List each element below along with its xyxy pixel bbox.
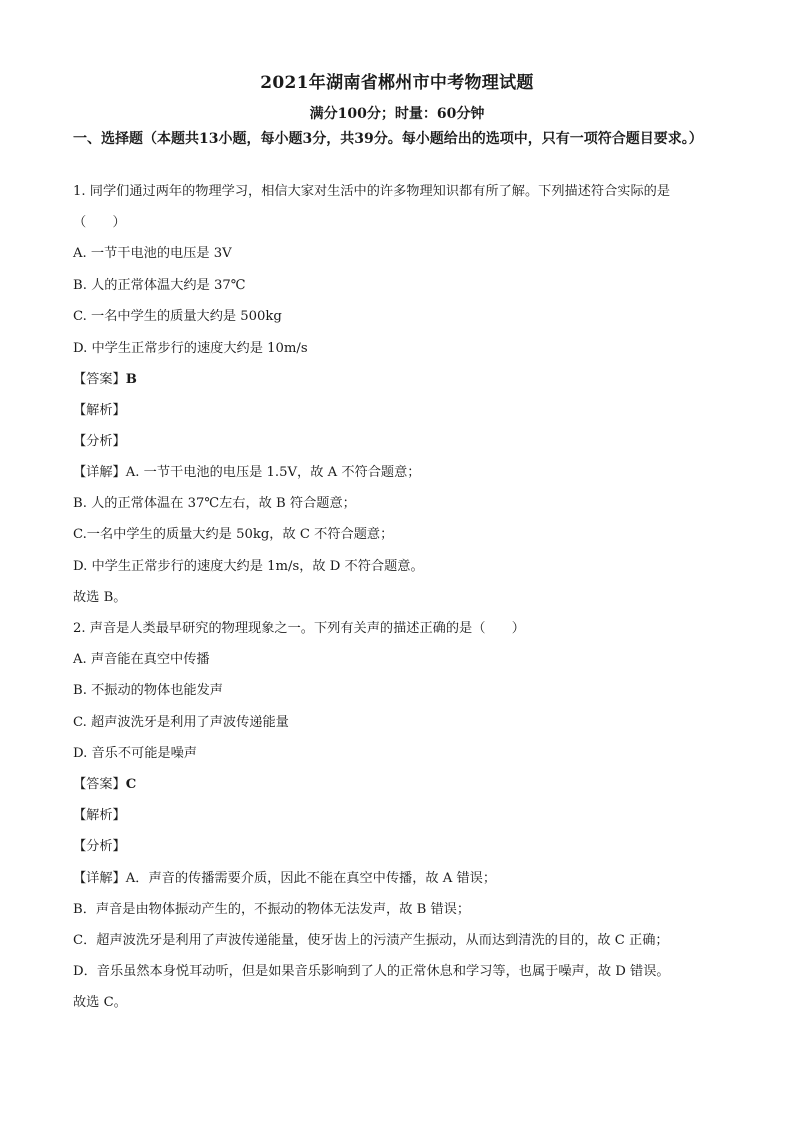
detail-label: 【详解】 bbox=[73, 465, 126, 480]
detail-text: A．声音的传播需要介质，因此不能在真空中传播，故 A 错误； bbox=[125, 871, 497, 886]
detail-text: A. 一节干电池的电压是 1.5V，故 A 不符合题意； bbox=[125, 465, 421, 480]
question-1-detail-b: B. 人的正常体温在 37℃左右，故 B 符合题意； bbox=[73, 496, 356, 511]
answer-value: C bbox=[125, 777, 137, 792]
question-2-option-c: C. 超声波洗牙是利用了声波传递能量 bbox=[73, 715, 289, 730]
answer-label: 【答案】 bbox=[73, 372, 126, 387]
question-1-conclusion: 故选 B。 bbox=[73, 590, 127, 605]
question-2-option-d: D. 音乐不可能是噪声 bbox=[73, 746, 197, 761]
question-1-detail-a bbox=[73, 463, 420, 483]
question-2-answer bbox=[73, 775, 136, 795]
question-2-fenxi-label: 【分析】 bbox=[73, 839, 126, 854]
question-1-detail-d: D. 中学生正常步行的速度大约是 1m/s，故 D 不符合题意。 bbox=[73, 559, 424, 574]
question-2-conclusion: 故选 C。 bbox=[73, 995, 127, 1010]
section-heading: 一、选择题（本题共13小题，每小题3分，共39分。每小题给出的选项中，只有一项符合题目要求。） bbox=[73, 131, 703, 147]
question-2-detail-a bbox=[73, 869, 496, 889]
question-1-answer bbox=[73, 370, 137, 390]
answer-value: B bbox=[125, 372, 137, 387]
question-2-detail-c: C．超声波洗牙是利用了声波传递能量，使牙齿上的污渍产生振动，从而达到清洗的目的，故 C 正确； bbox=[73, 933, 669, 948]
answer-label: 【答案】 bbox=[73, 777, 126, 792]
question-1-option-c: C. 一名中学生的质量大约是 500kg bbox=[73, 309, 282, 324]
question-1-analysis-label: 【解析】 bbox=[73, 403, 126, 418]
question-2-analysis-label: 【解析】 bbox=[73, 808, 126, 823]
page-title: 2021年湖南省郴州市中考物理试题 bbox=[260, 73, 534, 93]
question-2-detail-d: D．音乐虽然本身悦耳动听，但是如果音乐影响到了人的正常休息和学习等，也属于噪声，故 D 错误。 bbox=[73, 964, 670, 979]
question-1-stem: 1. 同学们通过两年的物理学习，相信大家对生活中的许多物理知识都有所了解。下列描述符合实际的是 bbox=[73, 184, 671, 199]
question-1-option-b: B. 人的正常体温大约是 37℃ bbox=[73, 278, 246, 293]
question-1-fenxi-label: 【分析】 bbox=[73, 434, 126, 449]
question-2-option-a: A. 声音能在真空中传播 bbox=[73, 652, 210, 667]
question-1-option-d: D. 中学生正常步行的速度大约是 10m/s bbox=[73, 341, 308, 356]
page-subtitle: 满分100分；时量：60分钟 bbox=[309, 106, 485, 122]
question-1-paren: （ ） bbox=[73, 215, 126, 230]
question-2-option-b: B. 不振动的物体也能发声 bbox=[73, 683, 223, 698]
question-1-option-a: A. 一节干电池的电压是 3V bbox=[73, 246, 232, 261]
question-1-detail-c: C.一名中学生的质量大约是 50kg，故 C 不符合题意； bbox=[73, 527, 394, 542]
detail-label: 【详解】 bbox=[73, 871, 126, 886]
question-2-stem: 2. 声音是人类最早研究的物理现象之一。下列有关声的描述正确的是（ ） bbox=[73, 621, 525, 636]
question-2-detail-b: B．声音是由物体振动产生的，不振动的物体无法发声，故 B 错误； bbox=[73, 902, 471, 917]
